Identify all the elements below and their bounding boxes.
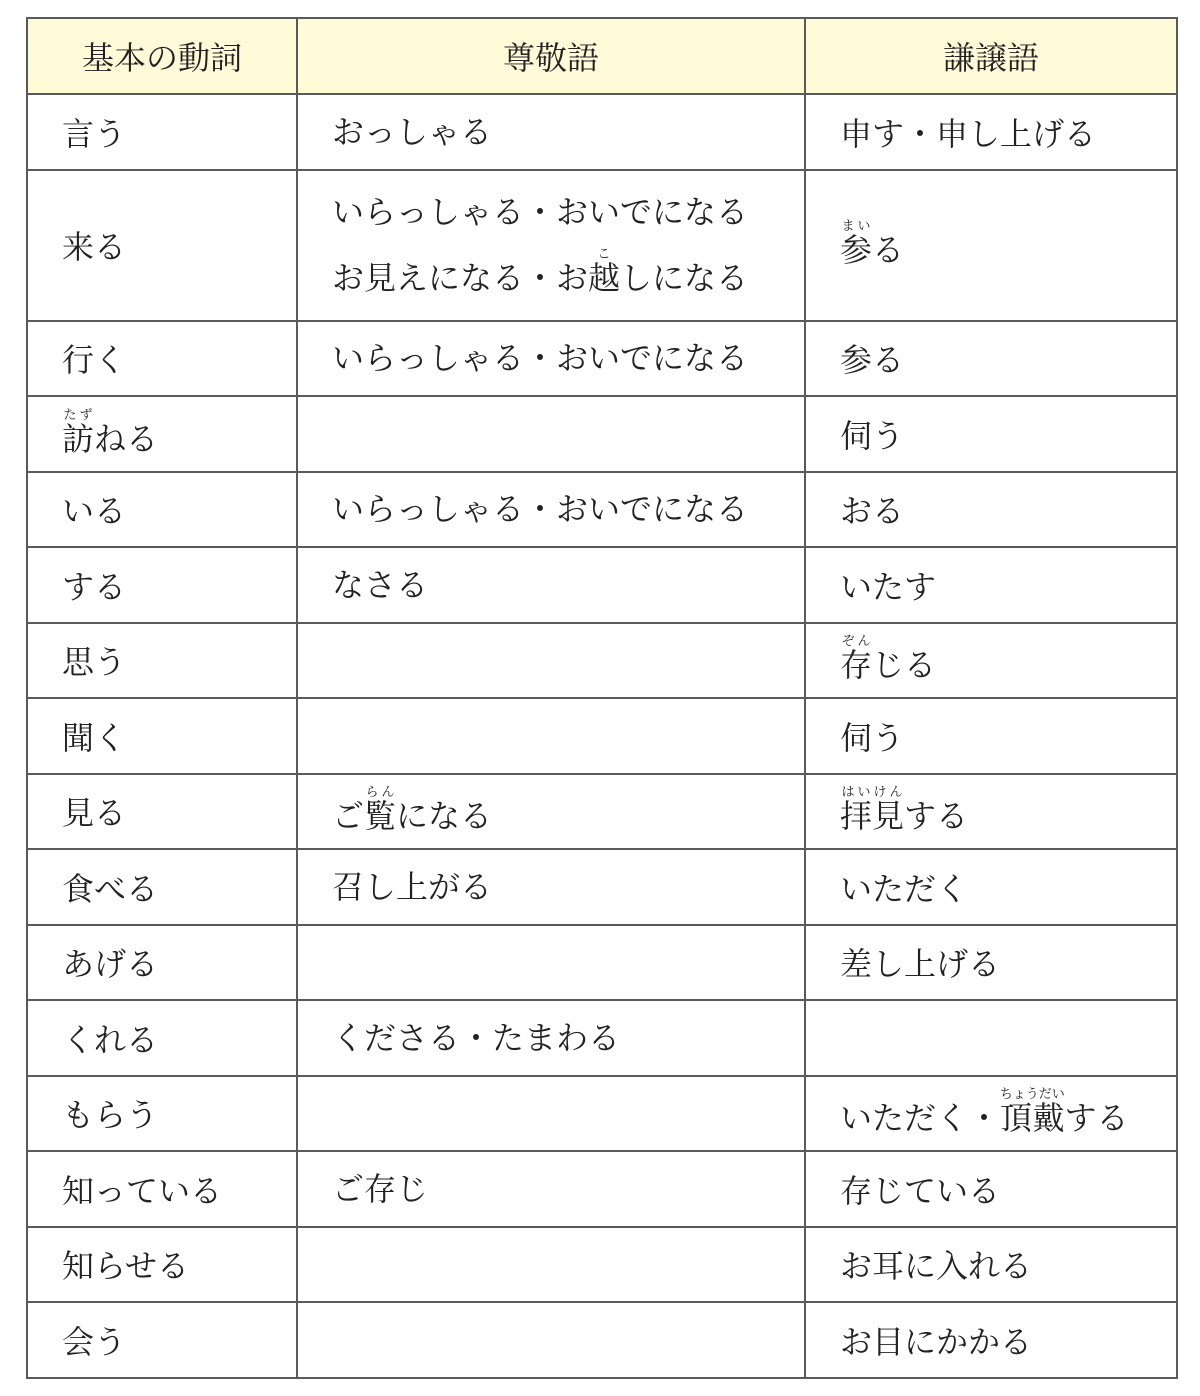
table-row (27, 170, 1177, 321)
ruby-base: 覧 (364, 797, 397, 836)
cell-text: 存じている (840, 1171, 1001, 1210)
table-row (27, 547, 1177, 623)
header-honorific: 尊敬語 (297, 18, 805, 94)
cell-honorific (297, 170, 805, 321)
cell-basic-verb (27, 774, 297, 850)
cell-humble (805, 1076, 1177, 1152)
cell-text-after: じる (872, 646, 937, 685)
table-row (27, 472, 1177, 548)
cell-basic-verb (27, 472, 297, 548)
cell-basic-verb (27, 1302, 297, 1378)
cell-humble (805, 1227, 1177, 1303)
cell-line: ご存じ (332, 1169, 429, 1208)
cell-basic-verb (27, 1151, 297, 1227)
table-row (27, 774, 1177, 850)
cell-honorific (297, 1076, 805, 1152)
cell-basic-verb (27, 698, 297, 774)
cell-humble (805, 774, 1177, 850)
cell-text: 食べる (62, 869, 159, 908)
cell-text: 差し上げる (840, 945, 1001, 984)
cell-text: 伺う (840, 718, 905, 757)
cell-text-after: ねる (94, 419, 159, 458)
table-row (27, 1302, 1177, 1378)
cell-humble (805, 623, 1177, 699)
table-row (27, 925, 1177, 1001)
ruby-base: 頂戴 (999, 1099, 1065, 1138)
cell-text: いただく (840, 869, 969, 908)
table-row (27, 94, 1177, 170)
cell-text: お目にかかる (840, 1322, 1033, 1361)
cell-honorific (297, 94, 805, 170)
ruby-base: 存 (840, 646, 873, 685)
ruby-word (62, 407, 95, 458)
cell-honorific (297, 774, 805, 850)
cell-text: 申す・申し上げる (840, 114, 1097, 153)
cell-line: いらっしゃる・おいでになる (332, 339, 749, 378)
cell-honorific (297, 321, 805, 397)
cell-line: いらっしゃる・おいでになる (332, 193, 749, 231)
cell-text: 会う (62, 1322, 127, 1361)
cell-text: 聞く (62, 718, 127, 757)
ruby-word (999, 1087, 1065, 1138)
ruby-reading: ちょうだい (999, 1087, 1065, 1103)
cell-honorific (297, 547, 805, 623)
cell-text-after: になる (396, 797, 493, 836)
cell-humble (805, 170, 1177, 321)
cell-text-before: いただく・ (840, 1099, 1001, 1138)
cell-text-before: お見えになる・お (332, 259, 589, 297)
cell-text-after: する (904, 797, 969, 836)
cell-text: いる (62, 492, 127, 531)
ruby-base: 訪 (62, 419, 95, 458)
ruby-base: 拝見 (840, 797, 905, 836)
cell-humble (805, 1000, 1177, 1076)
ruby-reading: こ (588, 247, 621, 262)
cell-text: 言う (62, 114, 127, 153)
cell-text: 参る (840, 341, 905, 380)
cell-text: 行く (62, 341, 127, 380)
cell-line: おっしゃる (332, 112, 493, 151)
cell-line: なさる (332, 565, 429, 604)
cell-line: いらっしゃる・おいでになる (332, 490, 749, 529)
cell-honorific (297, 623, 805, 699)
ruby-word (840, 634, 873, 685)
cell-humble (805, 94, 1177, 170)
cell-basic-verb (27, 623, 297, 699)
cell-basic-verb (27, 925, 297, 1001)
cell-humble (805, 396, 1177, 472)
table-body (27, 94, 1177, 1378)
cell-basic-verb (27, 170, 297, 321)
table-row (27, 849, 1177, 925)
ruby-base: 越 (588, 259, 621, 297)
ruby-reading: たず (62, 407, 95, 423)
cell-text (332, 785, 804, 837)
table-row (27, 1000, 1177, 1076)
cell-basic-verb (27, 94, 297, 170)
cell-text: あげる (62, 945, 159, 984)
header-row (27, 18, 1177, 94)
cell-text (840, 785, 1176, 837)
cell-honorific (297, 1302, 805, 1378)
cell-text (62, 408, 296, 460)
cell-text-after: しになる (620, 259, 749, 297)
cell-text: 思う (62, 643, 127, 682)
cell-humble (805, 1151, 1177, 1227)
keigo-table (26, 17, 1178, 1379)
table-row (27, 698, 1177, 774)
cell-honorific (297, 472, 805, 548)
cell-honorific (297, 1000, 805, 1076)
cell-line: くださる・たまわる (332, 1018, 621, 1057)
cell-text (840, 634, 1176, 686)
cell-line: 召し上がる (332, 867, 493, 906)
cell-basic-verb (27, 547, 297, 623)
cell-basic-verb (27, 1000, 297, 1076)
cell-text: する (62, 567, 127, 606)
ruby-word (840, 219, 873, 269)
cell-text: お耳に入れる (840, 1247, 1033, 1286)
cell-text-before: ご (332, 797, 365, 836)
cell-text: もらう (62, 1096, 159, 1135)
cell-text-after: る (872, 231, 905, 269)
cell-text: 伺う (840, 416, 905, 455)
header-humble: 謙譲語 (805, 18, 1177, 94)
cell-text: 知っている (62, 1171, 223, 1210)
cell-humble (805, 472, 1177, 548)
table-row (27, 1151, 1177, 1227)
header-basic-verb: 基本の動詞 (27, 18, 297, 94)
cell-text (840, 219, 1176, 271)
cell-text: くれる (62, 1020, 159, 1059)
ruby-word (588, 247, 621, 297)
table-row (27, 321, 1177, 397)
cell-line (332, 245, 804, 311)
cell-humble (805, 849, 1177, 925)
cell-honorific (297, 925, 805, 1001)
table-row (27, 623, 1177, 699)
cell-honorific (297, 698, 805, 774)
cell-text: おる (840, 492, 905, 531)
ruby-reading: はいけん (840, 785, 905, 801)
cell-basic-verb (27, 1076, 297, 1152)
cell-honorific (297, 849, 805, 925)
cell-humble (805, 1302, 1177, 1378)
cell-text: 知らせる (62, 1247, 190, 1286)
cell-honorific (297, 1227, 805, 1303)
cell-text: 見る (62, 794, 127, 833)
table-row (27, 396, 1177, 472)
cell-basic-verb (27, 396, 297, 472)
cell-basic-verb (27, 1227, 297, 1303)
table-row (27, 1076, 1177, 1152)
cell-text: いたす (840, 567, 937, 606)
cell-text: 来る (62, 228, 127, 266)
cell-text (840, 1087, 1176, 1139)
cell-honorific (297, 396, 805, 472)
ruby-reading: まい (840, 219, 873, 234)
cell-humble (805, 698, 1177, 774)
cell-humble (805, 321, 1177, 397)
ruby-reading: ぞん (840, 634, 873, 650)
ruby-reading: らん (364, 785, 397, 801)
cell-text-after: する (1064, 1099, 1129, 1138)
cell-humble (805, 547, 1177, 623)
cell-basic-verb (27, 849, 297, 925)
ruby-word (364, 785, 397, 836)
cell-basic-verb (27, 321, 297, 397)
cell-humble (805, 925, 1177, 1001)
ruby-base: 参 (840, 231, 873, 269)
table-row (27, 1227, 1177, 1303)
ruby-word (840, 785, 905, 836)
cell-honorific (297, 1151, 805, 1227)
